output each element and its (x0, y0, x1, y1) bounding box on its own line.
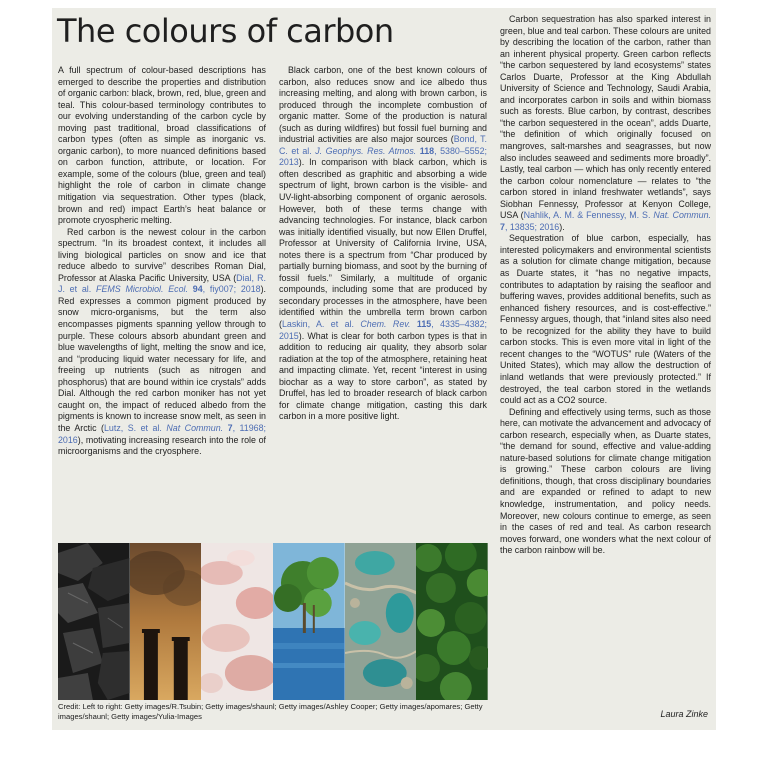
photo-credit: Credit: Left to right: Getty images/R.Tsubin; Getty images/shaunl; Getty images/Ashley Cooper; Getty images/apomares; Getty images/shaunl; Getty images/Yulia-Images (58, 702, 483, 721)
paragraph: Defining and effectively using terms, such as those here, can motivate the advancement and advocacy of carbon research, especially when, as Duarte states, “the demand for sound, effective and value-adding nature-based solutions for climate change mitigation is growing.” These carbon colours are living definitions, though, that cross disciplinary boundaries and are expanded or refined to adapt to new knowledge, instrumentation, and policy needs. Moreover, new colours continue to emerge, as seen in the cases of red and teal. As carbon research moves forward, one wonders what the next colour of the carbon rainbow will be. (500, 406, 711, 556)
photo-blue-carbon-mangrove (273, 543, 345, 700)
ref-volume: 7 (227, 422, 233, 433)
ref-author: Laskin, A. et al. (281, 319, 354, 330)
text-run: Red carbon is the newest colour in the carbon spectrum. “In its broadest context, it includes all living biological particles on snow and ice that reduce albedo to survive” describes Roman Dial, Professor at Alaska Pacific University, USA ( (58, 226, 266, 283)
text-run: ). Red expresses a common pigment produced by snow micro-organisms, but the term also encompasses pigments spanning yellow through to purple. These colours absorb abundant green and blue wavelengths of light, melting the snow and ice, and “producing liquid water necessary for life, and freeing up nutrients (such as nitrogen and phosphorus) that are bound within ice crystals” adds Dial. Although the red carbon moniker has not yet caught on, the impact of reduced albedo from the pigments is known to increase snow melt, as seen in the Arctic ( (58, 284, 267, 433)
paragraph (58, 227, 266, 458)
ref-author: Lutz, S. et al. (103, 422, 162, 433)
text-run: ), motivating increasing research into the role of microorganisms and the cryosphere. (58, 434, 266, 457)
ref-journal: Nat. Commun. (653, 210, 711, 221)
ref-pages: , 11968; 2016 (58, 422, 267, 445)
column-1 (58, 65, 266, 458)
photo-brown-carbon-smokestacks (130, 543, 202, 700)
reference-link[interactable] (500, 210, 711, 232)
ref-journal: J. Geophys. Res. Atmos. (315, 145, 417, 156)
ref-journal: Nat Commun. (166, 422, 224, 433)
ref-volume: 7 (500, 221, 505, 232)
ref-pages: , 13835; 2016 (504, 221, 560, 232)
photo-black-carbon-charcoal (58, 543, 130, 700)
text-run: ). What is clear for both carbon types is that in addition to reducing air quality, they absorb solar radiation at the top of the atmosphere, retaining heat and impacting climate. Yet, recent “interest in using biochar as a way to store carbon”, as stated by Druffel, has led to broader research of black carbon for climate change mitigation, casting this dark carbon in a more positive light. (279, 330, 487, 422)
ref-pages: , 4335–4382; 2015 (279, 319, 488, 341)
paragraph (500, 14, 711, 233)
ref-author: Nahlik, A. M. & Fennessy, M. S. (523, 210, 651, 221)
paragraph: Sequestration of blue carbon, especially, has interested policymakers and environmental scientists as a solution for climate change mitigation, because as Duarte states, it “has no negative impacts, contributes to adaptation by raising the seafloor and buffering waves, provides additional benefits, such as enhanced fishery resources, and is cost-effective.” Fennessy argues, though, that “inland sites also need to be recognized for the ability they have to build carbon stocks. This is even more vital in light of the recent changes to the “WOTUS” rule (Waters of the United States), which may allow the destruction of inland wetlands that were previously protected.” If destroyed, the teal carbon stored in the wetlands could act as a CO2 source. (500, 233, 711, 406)
photo-green-carbon-forest (416, 543, 488, 700)
ref-journal: Chem. Rev. (360, 319, 411, 330)
paragraph: A full spectrum of colour-based descriptions has emerged to describe the properties and distribution of organic carbon: black, brown, red, blue, green and teal. This colour-based terminology contributes to our evolving understanding of the carbon cycle by moving past traditional, broad classifications of carbon types (often as simple as inorganic vs. organic carbon), to more nuanced definitions based on carbon function, attribute, or location. For example, some of the colours (blue, green and teal) highlight the role of carbon in climate change mitigation via sequestration. Other types (black, brown and red) impact Earth’s heat balance or promote cryospheric melting. (58, 65, 266, 226)
author-name: Laura Zinke (660, 709, 708, 719)
carbon-colours-photo-strip (58, 543, 488, 700)
article-page (52, 8, 716, 730)
text-run: Black carbon, one of the best known colours of carbon, also reduces snow and ice albedo thus increasing melting, and along with brown carbon, is produced through the incomplete combustion of organic matter. Some of the production is natural (such as during wildfires) but fossil fuel burning and industrial activities are also major sources ( (279, 65, 487, 145)
ref-pages: , 5380–5552; 2013 (279, 145, 487, 168)
ref-journal: FEMS Microbiol. Ecol. (96, 284, 188, 295)
ref-volume: 94 (192, 284, 203, 295)
text-run: ). (559, 221, 565, 232)
paragraph (279, 65, 487, 423)
text-run: Carbon sequestration has also sparked interest in green, blue and teal carbon. These colours are united by describing the location of the carbon, rather than an inherent physical property. Green carbon reflects “the carbon sequestered by land ecosystems” states Carlos Duarte, Professor at the King Abdullah University of Science and Technology, Saudi Arabia, and incorporates carbon in soils and within biomass such as forests. Blue carbon, by contrast, describes “the carbon sequestered in the ocean”, adds Duarte, “the definition of which originally focused on mangroves, salt-marshes and seagrasses, but now also includes seaweed and sediments more broadly”. Lastly, teal carbon — which has only recently entered the carbon colour nomenclature — relates to “the carbon stored in inland freshwater wetlands”, says Siobhan Fennessy, Professor at Kenyon College, USA ( (500, 14, 711, 221)
ref-volume: 118 (419, 145, 435, 156)
column-3 (500, 14, 711, 557)
photo-teal-carbon-wetland (345, 543, 417, 700)
ref-volume: 115 (416, 319, 432, 330)
photo-red-carbon-snow-algae (201, 543, 273, 700)
article-title: The colours of carbon (57, 12, 394, 50)
ref-author: Dial, R. J. et al. (58, 272, 266, 295)
column-2 (279, 65, 487, 423)
text-run: ). In comparison with black carbon, which is often described as graphitic and absorbing a wide spectrum of light, brown carbon is the visible- and UV-light-absorbing component of organic aerosols. However, both of these terms change with advancing technologies. For instance, black carbon was initially identified visually, but now Ellen Druffel, Professor at University of California Irvine, USA, notes there is a spectrum from “Char produced by partially burning biomass, and soot by the burning of fossil fuels.” Similarly, a multitude of organic compounds, including some that are produced by secondary processes in the atmosphere, have been identified within the umbrella term brown carbon ( (279, 157, 487, 330)
ref-pages: , fiy007; 2018 (202, 284, 261, 295)
ref-author: Bond, T. C. et al. (279, 134, 487, 156)
